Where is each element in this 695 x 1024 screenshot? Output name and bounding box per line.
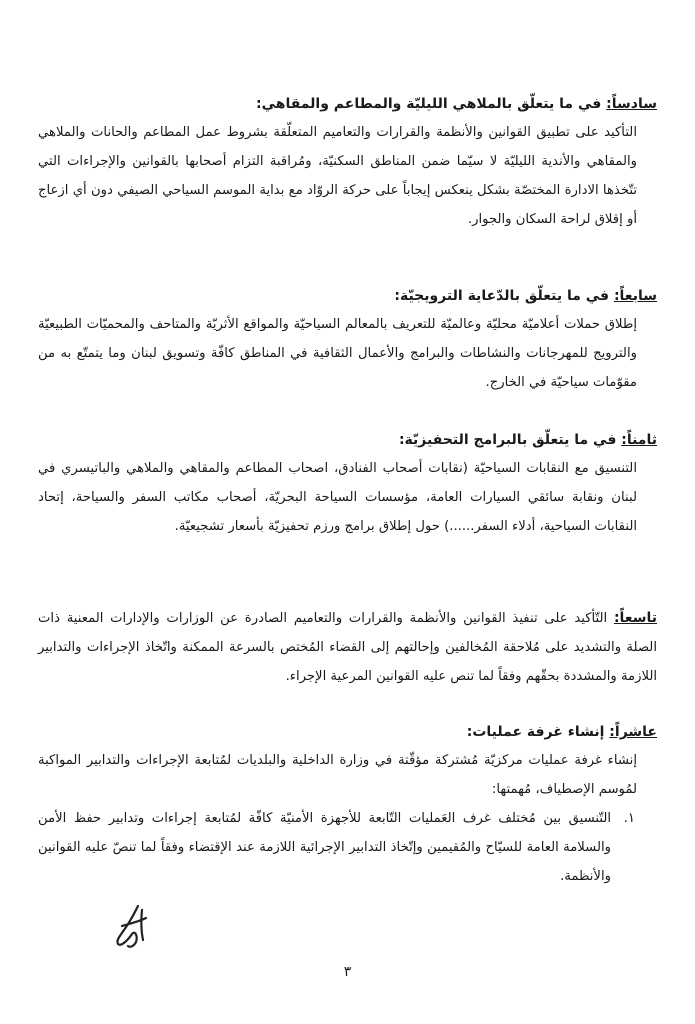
- section-10-text: إنشاء غرفة عمليات مركزيّة مُشتركة مؤقّتة في وزارة الداخلية والبلديات لمُتابعة الإجراءات والتدابير المواكبة لمُوسم الإصطياف، مُهمتها:: [38, 753, 637, 797]
- section-6-text: التأكيد على تطبيق القوانين والأنظمة والقرارات والتعاميم المتعلّقة بشروط عمل المطاعم والحانات والملاهي والمقاهي والأندية الليليّة لا سيّما ضمن المناطق السكنيّة، ومُراقبة التزام أصحابها بالقوانين والإجراءات التي تتّخذها الادارة المختصّة بشكل ينعكس إيجاباً على حركة الروّاد مع بداية الموسم السياحي الصيفي دون أي ازعاج أو إقلاق لراحة السكان والجوار.: [38, 125, 637, 227]
- section-6-heading: [38, 94, 657, 114]
- list-item-number: ١.: [623, 811, 635, 826]
- section-8-number: ثامناً:: [621, 432, 657, 448]
- section-8-title: في ما يتعلّق بالبرامج التحفيزيّة:: [398, 432, 622, 448]
- section-7-heading: [38, 286, 657, 306]
- section-9-paragraph: [38, 604, 657, 691]
- section-9-number: تاسعاً:: [613, 610, 657, 626]
- section-7-number: سابعاً:: [613, 288, 657, 304]
- list-item-text: التّنسيق بين مُختلف غرف العَمليات التّابعة للأجهزة الأمنيّة كافّة لمُتابعة إجراءات وتدابير حفظ الأمن والسلامة العامة للسيّاح والمُقيمين وإتّخاذ التدابير الإجرائية اللازمة عند الإقتضاء وفقاً لما تنصّ عليه القوانين والأنظمة.: [38, 811, 611, 884]
- section-7: [38, 286, 657, 397]
- section-6: [38, 94, 657, 234]
- section-10: [38, 722, 657, 891]
- handwritten-signature: [108, 900, 152, 950]
- section-10-number: عاشراً:: [609, 724, 657, 740]
- section-7-text: إطلاق حملات أعلاميّة محليّة وعالميّة للتعريف بالمعالم السياحيّة والمواقع الأثريّة والمتاحف والمحميّات الطبيعيّة والترويج للمهرجانات والنشاطات والبرامج والأعمال الثقافية في المناطق كافّة وتسويق لبنان وما يتمتّع به من مقوّمات سياحيّة في الخارج.: [38, 317, 637, 390]
- section-7-title: في ما يتعلّق بالدّعاية الترويجيّة:: [394, 288, 614, 304]
- section-9: [38, 604, 657, 691]
- section-8-text: التنسيق مع النقابات السياحيّة (نقابات أصحاب الفنادق، اصحاب المطاعم والمقاهي والملاهي والباتيسري في لبنان ونقابة سائقي السيارات العامة، مؤسسات السياحة البحريّة، أصحاب مكاتب السفر والسياحة، إتحاد النقابات السياحية، أدلاء السفر......) حول إطلاق برامج ورزم تحفيزيّة بأسعار تشجيعيّة.: [38, 461, 637, 534]
- section-10-list-item: [38, 804, 657, 891]
- section-8-heading: [38, 430, 657, 450]
- section-6-title: في ما يتعلّق بالملاهي الليليّة والمطاعم والمقاهي:: [255, 96, 607, 112]
- section-10-heading: [38, 722, 657, 742]
- section-9-text: التّأكيد على تنفيذ القوانين والأنظمة والقرارات والتعاميم الصادرة عن الوزارات والإدارات المعنية ذات الصلة والتشديد على مُلاحقة المُخالفين وإحالتهم إلى القضاء المُختص بالسرعة الممكنة واتّخاذ الإجراءات والتدابير اللازمة والمشددة بحقّهم وفقاً لما تنص عليه القوانين المرعية الإجراء.: [38, 611, 657, 684]
- page-number: ٣: [343, 964, 352, 980]
- section-10-title: إنشاء غرفة عمليات:: [466, 724, 610, 740]
- section-6-number: سادساً:: [606, 96, 657, 112]
- section-8: [38, 430, 657, 541]
